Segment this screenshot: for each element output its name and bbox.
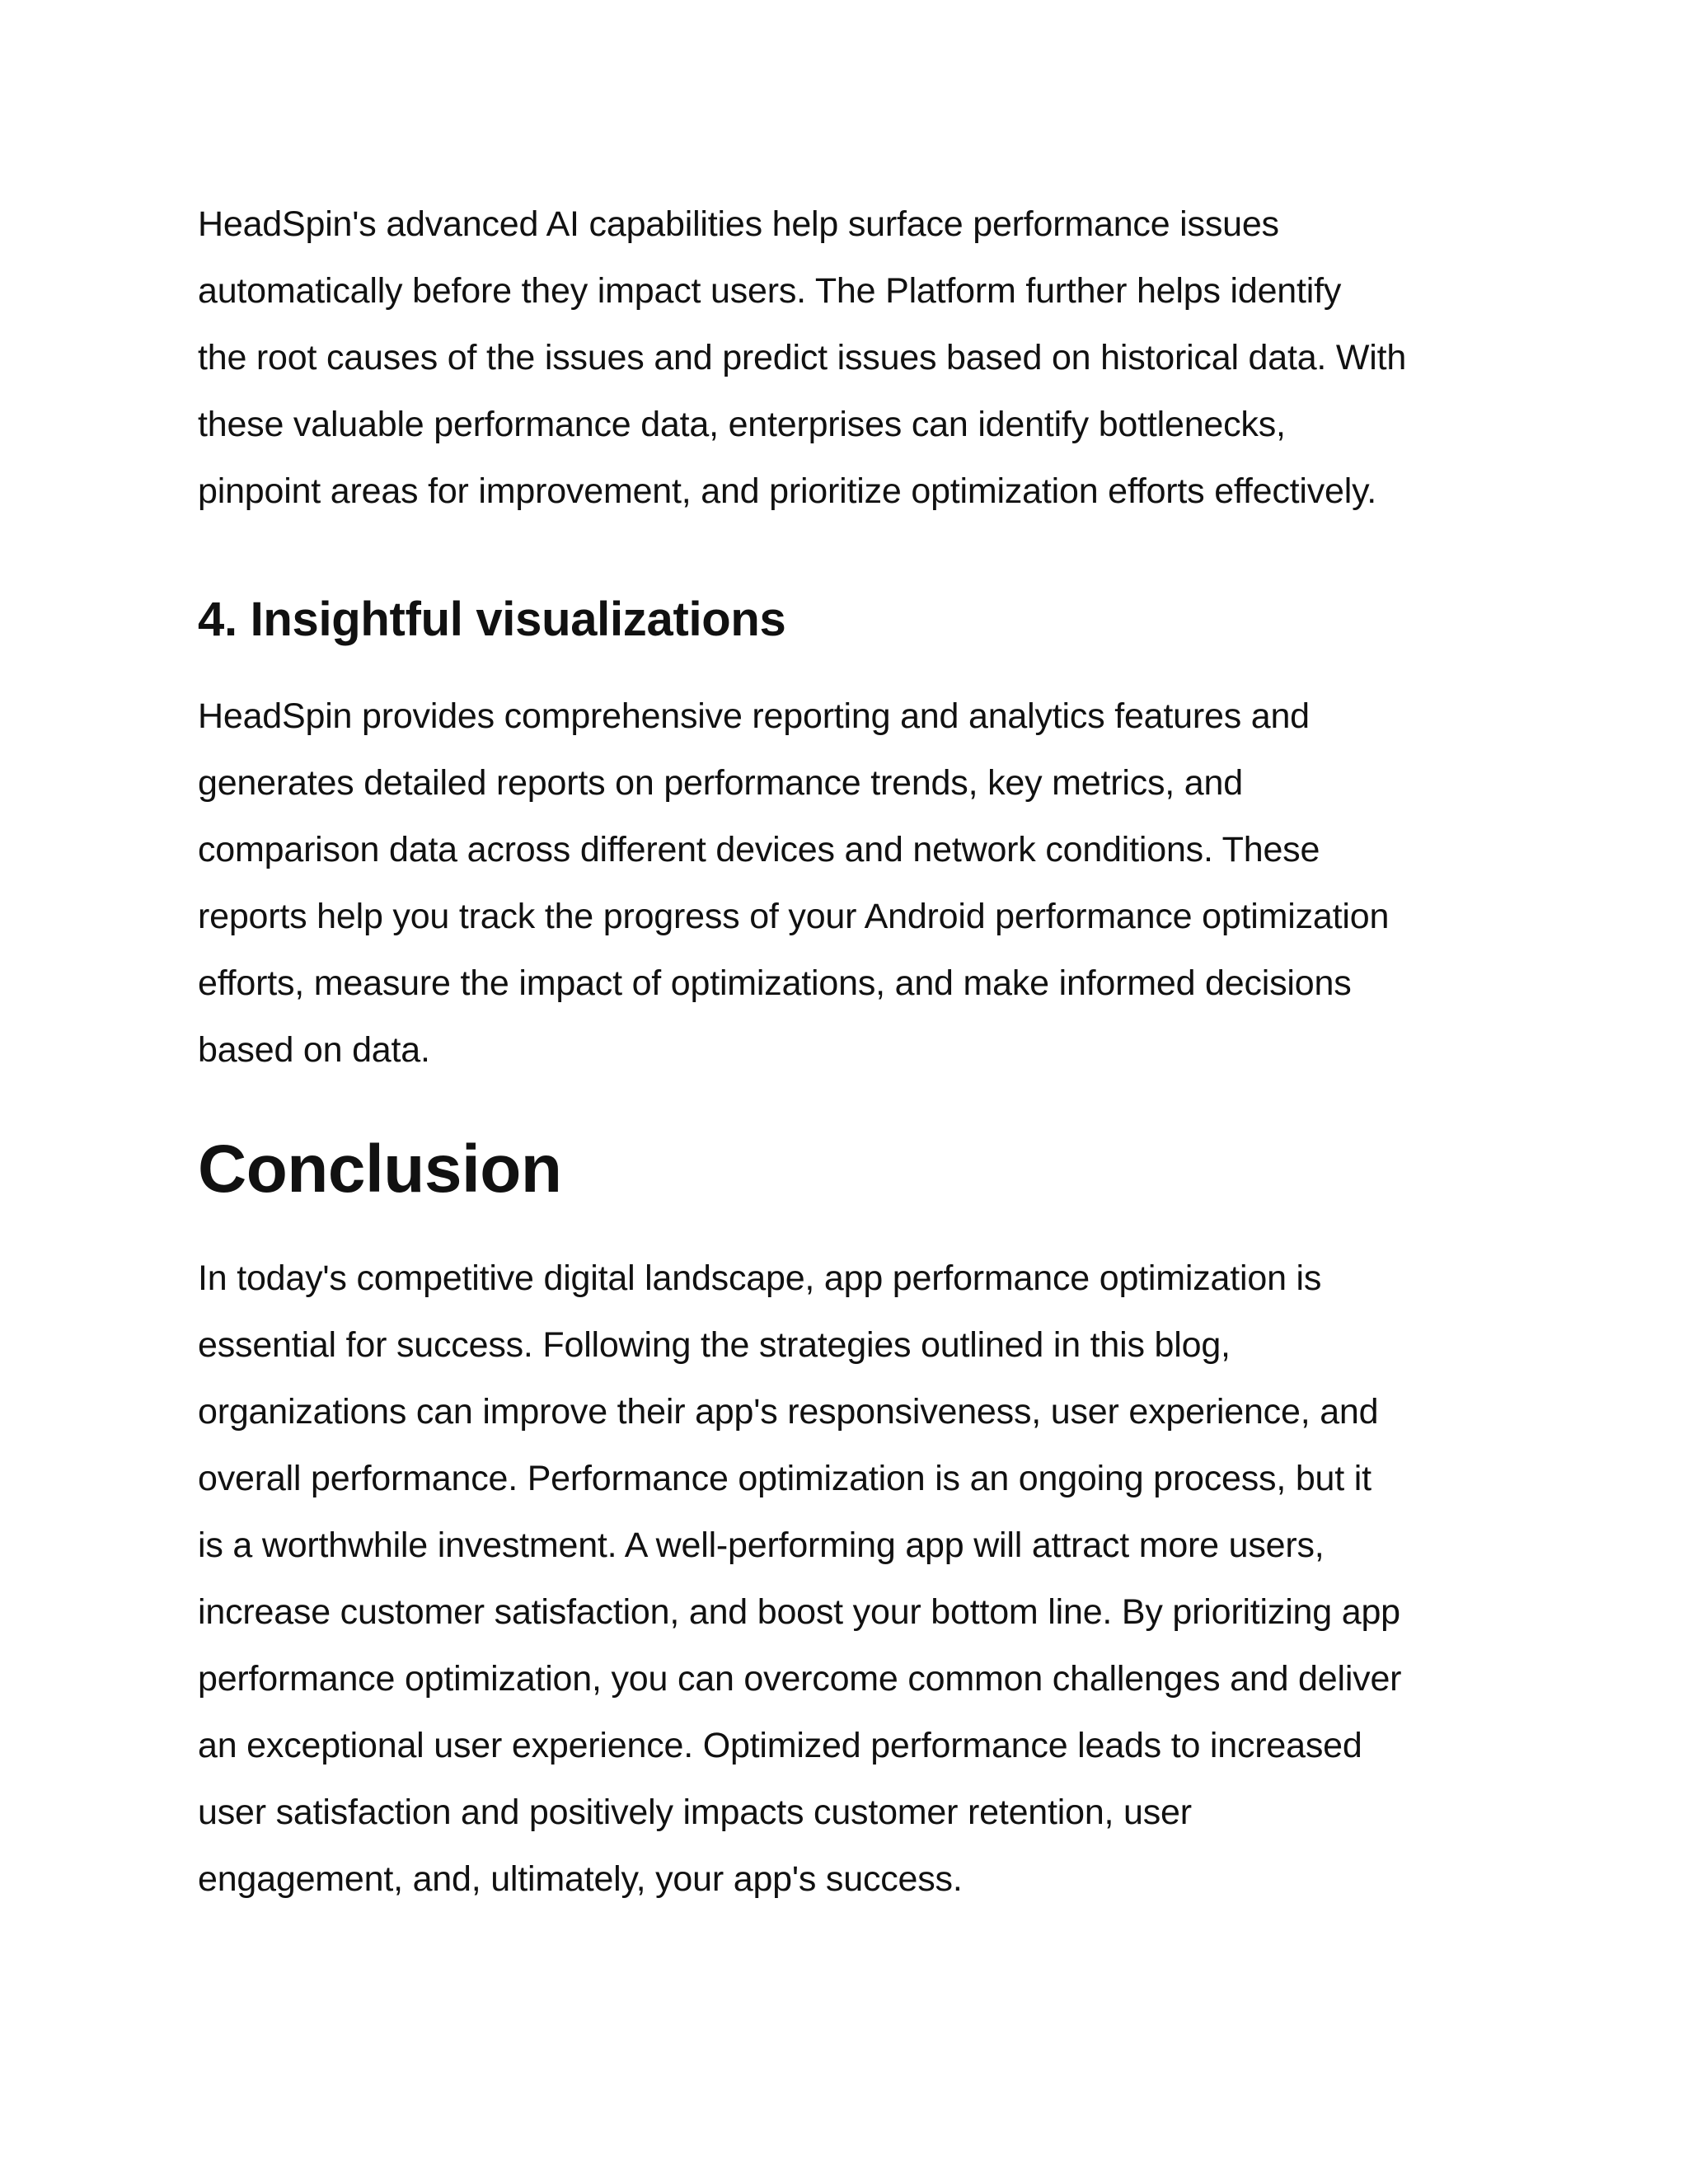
paragraph-line: an exceptional user experience. Optimized performance leads to increased [198,1726,1362,1765]
paragraph-line: comparison data across different devices and network conditions. These [198,830,1320,869]
paragraph-line: In today's competitive digital landscape, app performance optimization is [198,1258,1322,1298]
paragraph-line: user satisfaction and positively impacts customer retention, user [198,1793,1192,1832]
paragraph-line: performance optimization, you can overcome common challenges and deliver [198,1659,1402,1699]
paragraph-line: engagement, and, ultimately, your app's success. [198,1859,963,1899]
paragraph-line: is a worthwhile investment. A well-performing app will attract more users, [198,1526,1325,1565]
paragraph-line: organizations can improve their app's responsiveness, user experience, and [198,1392,1379,1432]
paragraph-line: increase customer satisfaction, and boost your bottom line. By prioritizing app [198,1592,1400,1632]
paragraph-ai-capabilities [198,191,1517,525]
paragraph-line: essential for success. Following the strategies outlined in this blog, [198,1325,1231,1365]
paragraph-line: HeadSpin's advanced AI capabilities help surface performance issues [198,204,1279,244]
paragraph-line: the root causes of the issues and predict issues based on historical data. With [198,338,1407,377]
paragraph-conclusion [198,1245,1517,1913]
paragraph-line: reports help you track the progress of your Android performance optimization [198,897,1390,936]
paragraph-insightful-visualizations [198,683,1517,1084]
document-page [198,191,1517,1913]
paragraph-line: pinpoint areas for improvement, and prioritize optimization efforts effectively. [198,471,1376,511]
paragraph-line: overall performance. Performance optimization is an ongoing process, but it [198,1459,1372,1498]
paragraph-line: automatically before they impact users. The Platform further helps identify [198,271,1342,311]
paragraph-line: efforts, measure the impact of optimizations, and make informed decisions [198,963,1352,1003]
section-heading-conclusion: Conclusion [198,1132,562,1207]
paragraph-line: HeadSpin provides comprehensive reporting and analytics features and [198,696,1310,736]
paragraph-line: generates detailed reports on performance trends, key metrics, and [198,763,1243,803]
section-heading-insightful-visualizations: 4. Insightful visualizations [198,593,786,646]
paragraph-line: these valuable performance data, enterprises can identify bottlenecks, [198,405,1286,444]
paragraph-line: based on data. [198,1030,430,1070]
